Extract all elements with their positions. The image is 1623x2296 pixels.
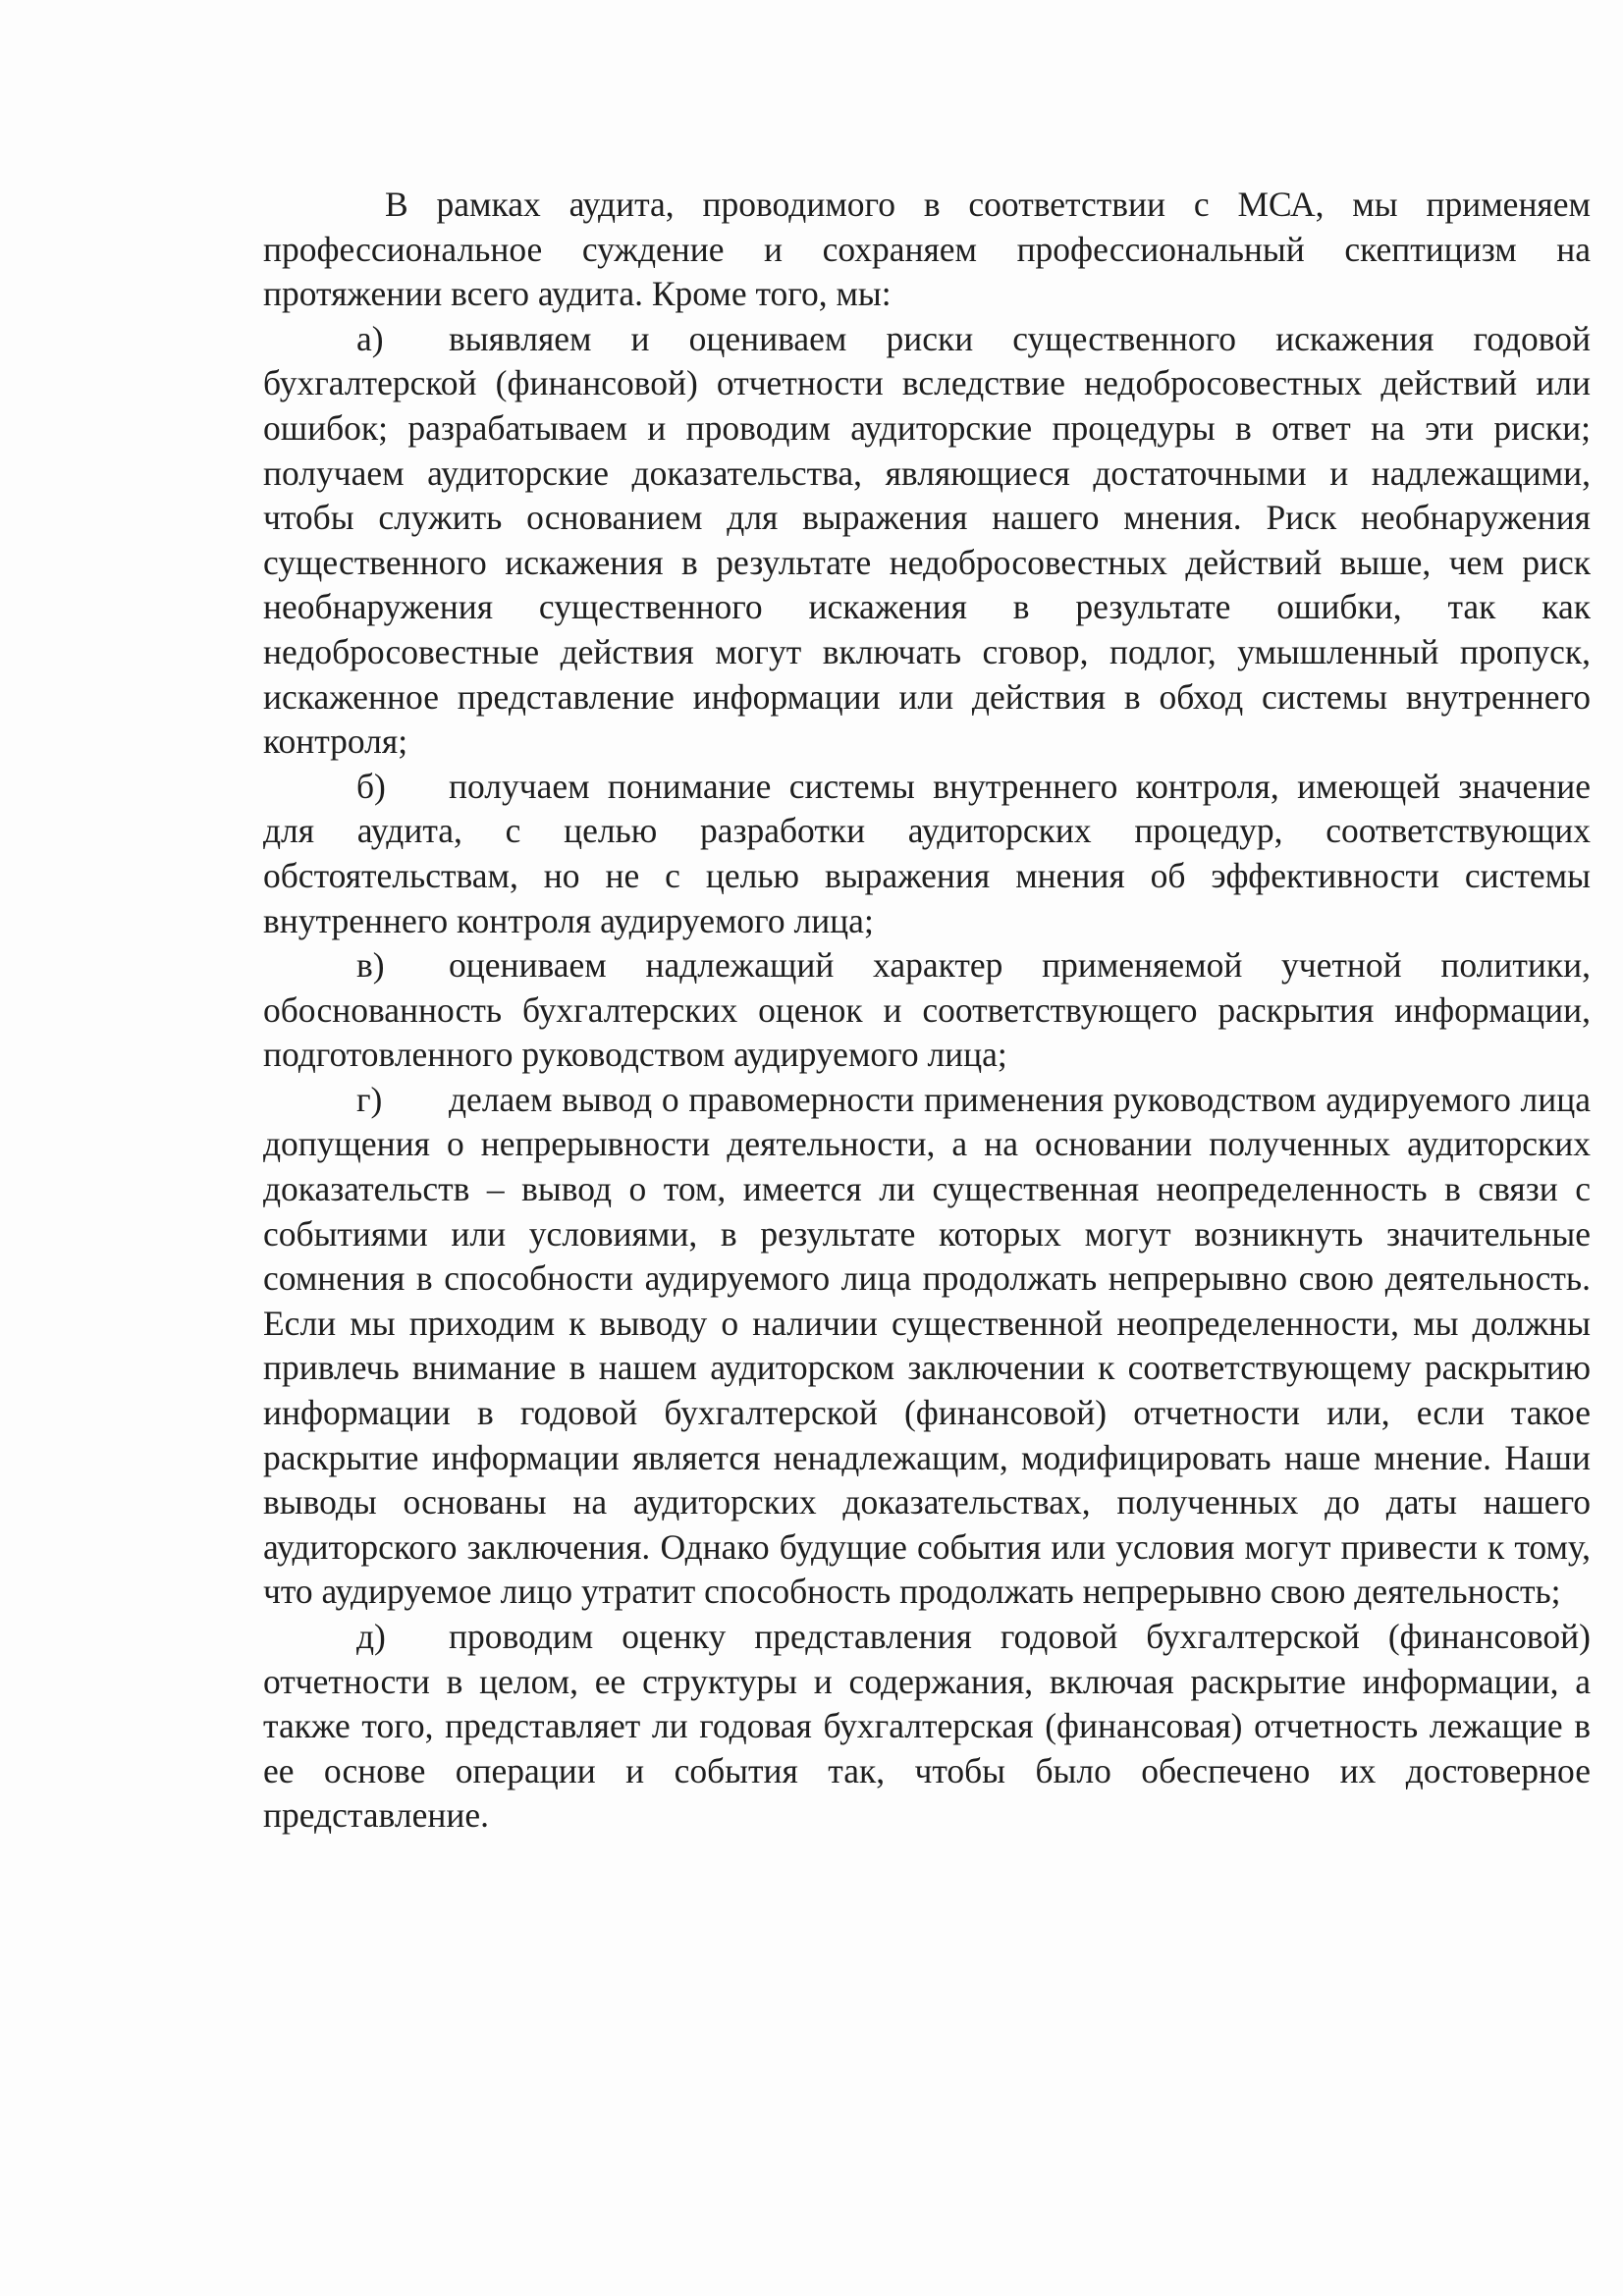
list-marker-g: г) (356, 1079, 383, 1119)
list-item-v (263, 943, 1591, 1078)
list-marker-b: б) (356, 766, 386, 806)
document-body (263, 183, 1591, 1839)
list-marker-v: в) (356, 945, 385, 986)
list-item-v-text: оцениваем надлежащий характер применяемой учетной политики, обоснованность бухгалтерских оценок и соответствующего раскрытия информации, подготовленного руководством аудируемого лица; (263, 945, 1591, 1075)
list-marker-d: д) (356, 1617, 386, 1656)
list-marker-a: а) (356, 318, 384, 358)
list-item-b (263, 765, 1591, 943)
list-item-g-text: делаем вывод о правомерности применения руководством аудируемого лица допущения о непрерывности деятельности, а на основании полученных аудиторских доказательств – вывод о том, имеется ли существенная неопределенность в связи с событиями или условиями, в результате которых могут возникнуть значительные сомнения в способности аудируемого лица продолжать непрерывно свою деятельность. Если мы приходим к выводу о наличии существенной неопределенности, мы должны привлечь внимание в нашем аудиторском заключении к соответствующему раскрытию информации в годовой бухгалтерской (финансовой) отчетности или, если такое раскрытие информации является ненадлежащим, модифицировать наше мнение. Наши выводы основаны на аудиторских доказательствах, полученных до даты нашего аудиторского заключения. Однако будущие события или условия могут привести к тому, что аудируемое лицо утратит способность продолжать непрерывно свою деятельность; (263, 1079, 1591, 1612)
intro-paragraph: В рамках аудита, проводимого в соответствии с МСА, мы применяем профессиональное суждение и сохраняем профессиональный скептицизм на протяжении всего аудита. Кроме того, мы: (263, 185, 1591, 314)
list-item-a-text: выявляем и оцениваем риски существенного искажения годовой бухгалтерской (финансовой) отчетности вследствие недобросовестных действий или ошибок; разрабатываем и проводим аудиторские процедуры в ответ на эти риски; получаем аудиторские доказательства, являющиеся достаточными и надлежащими, чтобы служить основанием для выражения нашего мнения. Риск необнаружения существенного искажения в результате недобросовестных действий выше, чем риск необнаружения существенного искажения в результате ошибки, так как недобросовестные действия могут включать сговор, подлог, умышленный пропуск, искаженное представление информации или действия в обход системы внутреннего контроля; (263, 318, 1591, 762)
list-item-g (263, 1078, 1591, 1615)
list-item-a (263, 317, 1591, 765)
list-item-d (263, 1615, 1591, 1839)
list-item-d-text: проводим оценку представления годовой бухгалтерской (финансовой) отчетности в целом, ее структуры и содержания, включая раскрытие информации, а также того, представляет ли годовая бухгалтерская (финансовая) отчетность лежащие в ее основе операции и события так, чтобы было обеспечено их достоверное представление. (263, 1617, 1591, 1836)
list-item-b-text: получаем понимание системы внутреннего контроля, имеющей значение для аудита, с целью разработки аудиторских процедур, соответствующих обстоятельствам, но не с целью выражения мнения об эффективности системы внутреннего контроля аудируемого лица; (263, 766, 1591, 940)
